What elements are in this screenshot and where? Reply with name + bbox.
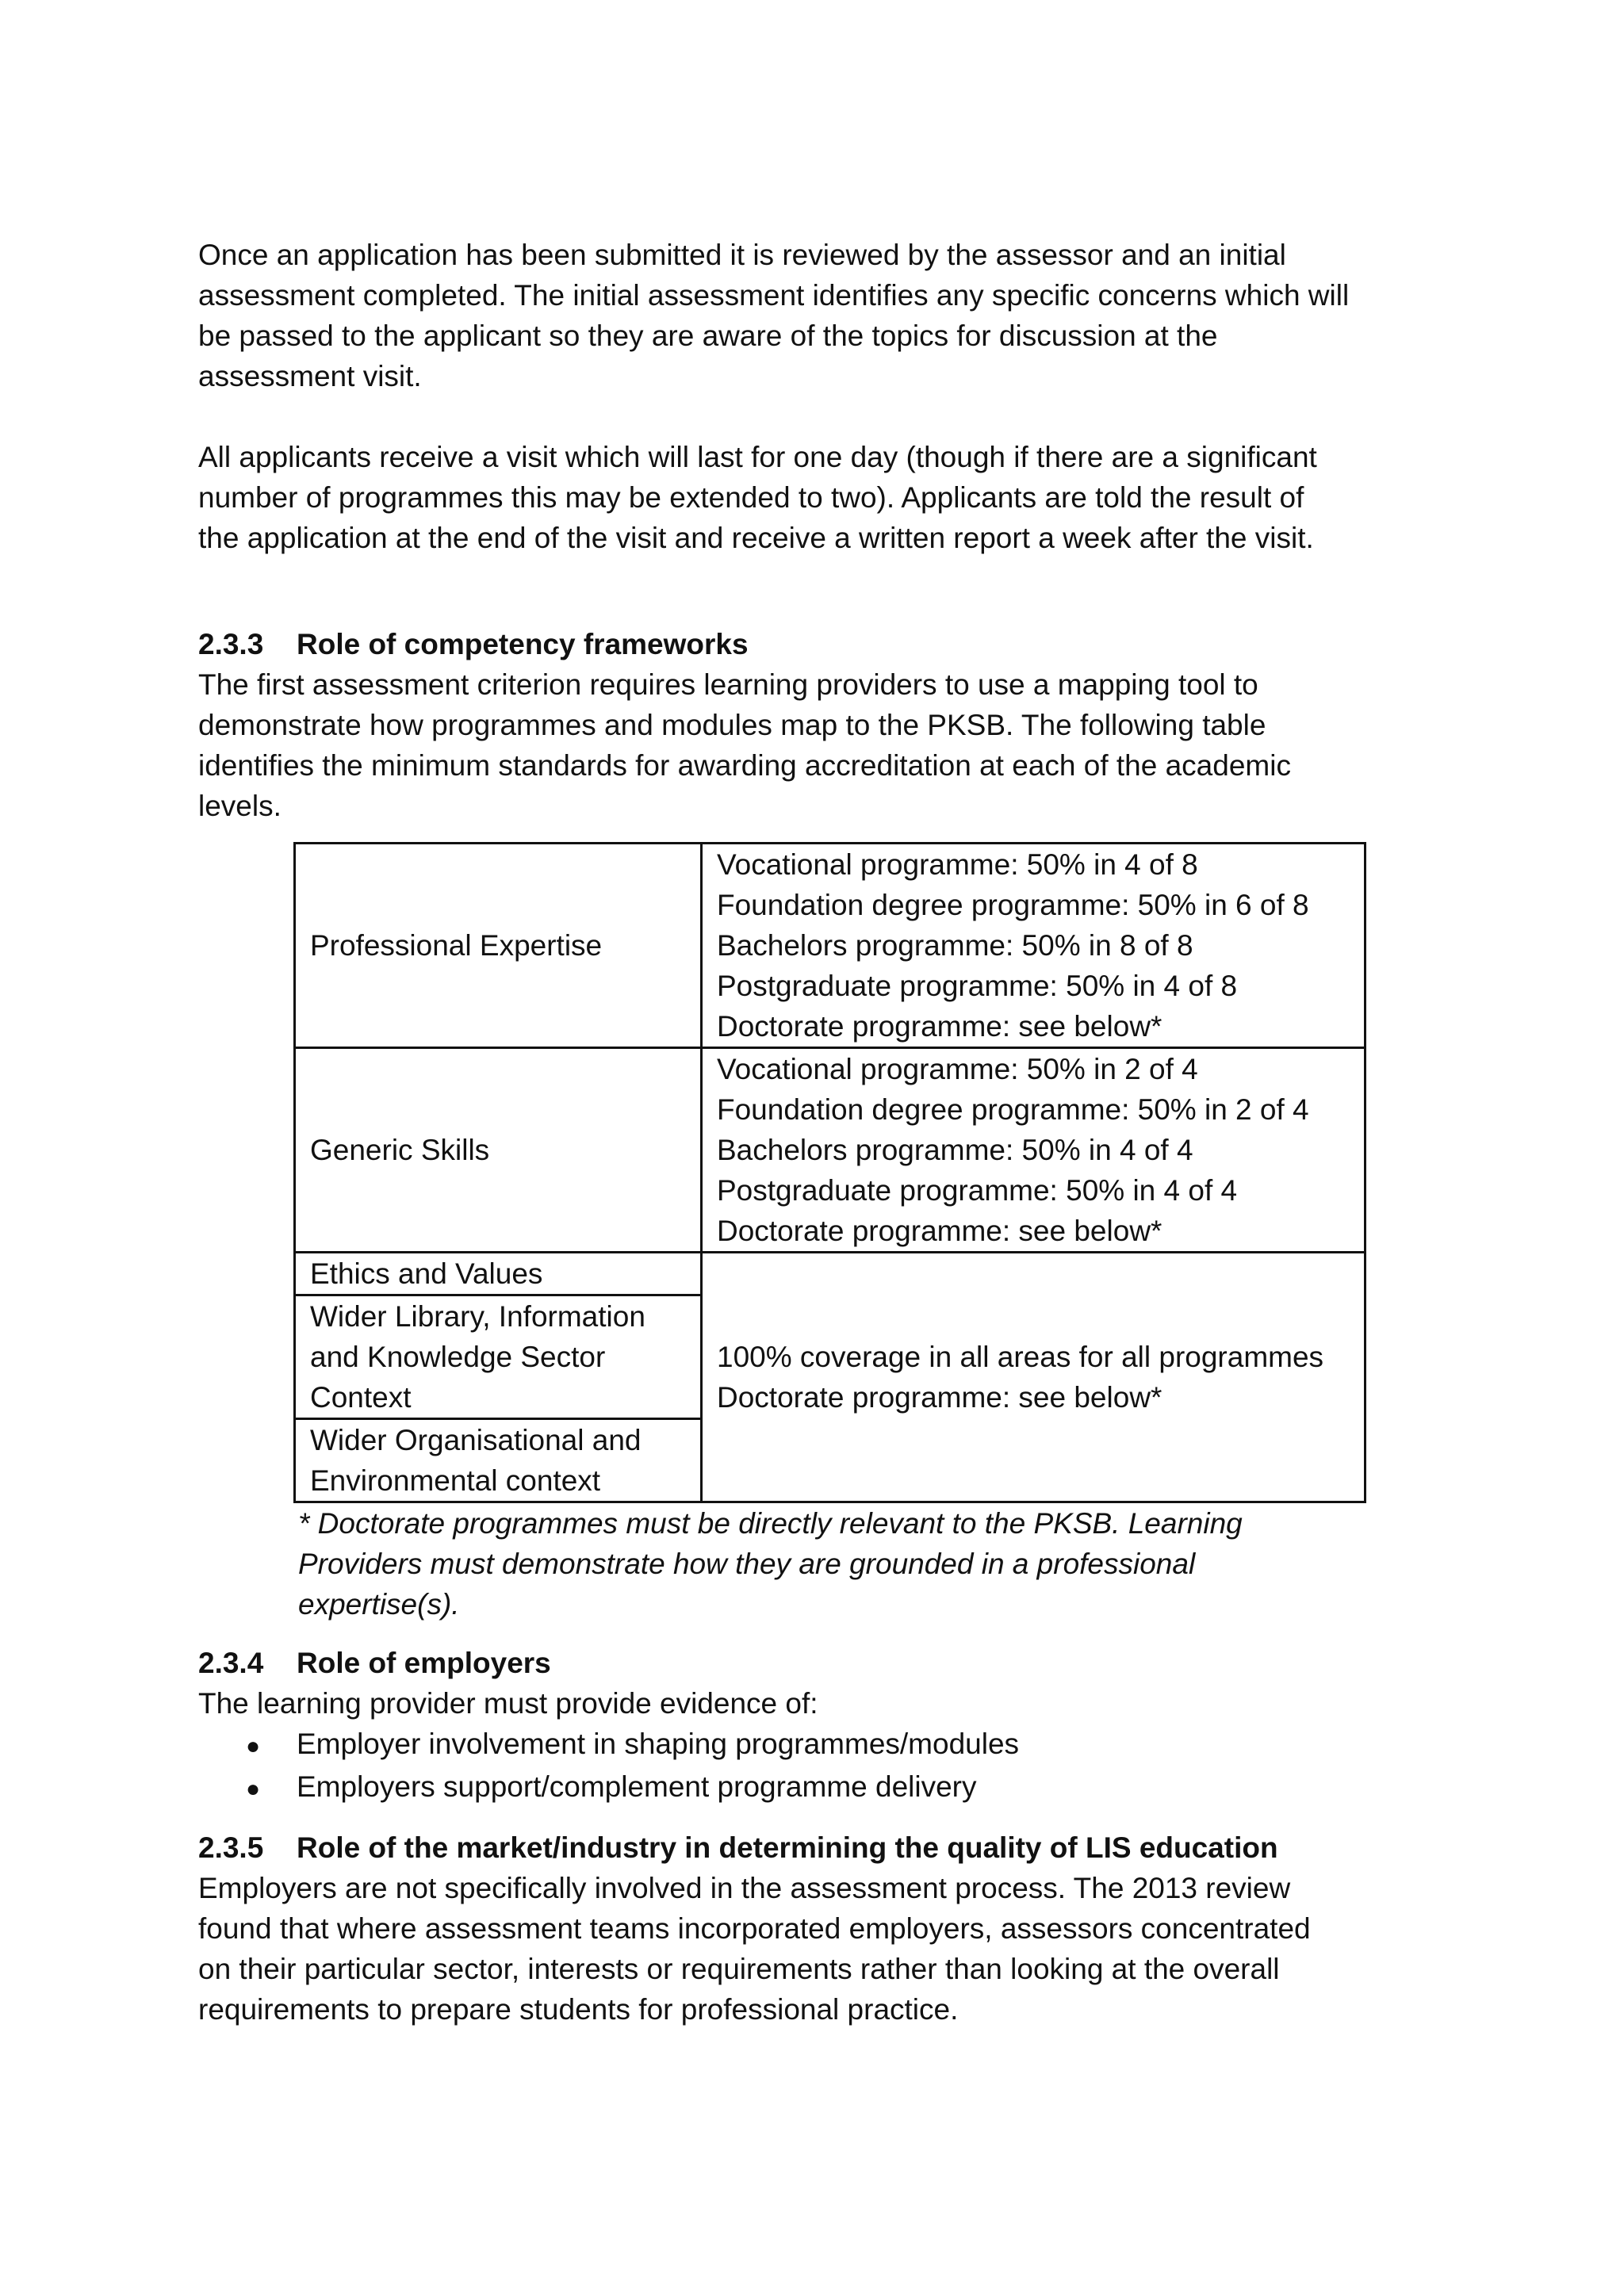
row-label-cell: Professional Expertise (295, 844, 702, 1048)
list-item (246, 1724, 1388, 1766)
requirement-line: Postgraduate programme: 50% in 4 of 4 (717, 1174, 1238, 1207)
requirement-line: Foundation degree programme: 50% in 6 of 8 (717, 889, 1309, 921)
section-title: Role of the market/industry in determining the quality of LIS education (297, 1831, 1278, 1864)
pksb-standards-table (293, 842, 1366, 1503)
footnote-line: * Doctorate programmes must be directly relevant to the PKSB. Learning (298, 1507, 1243, 1540)
row-label-cell (295, 1419, 702, 1502)
section-number: 2.3.5 (198, 1831, 264, 1864)
requirement-line: Doctorate programme: see below* (717, 1215, 1162, 1247)
text-line: assessment visit. (198, 360, 422, 392)
section-heading-2-3-3 (198, 624, 1388, 664)
text-line: identifies the minimum standards for awarding accreditation at each of the academic (198, 749, 1291, 782)
text-line: number of programmes this may be extended to two). Applicants are told the result of (198, 481, 1304, 514)
section-title: Role of employers (297, 1647, 551, 1679)
evidence-list (246, 1724, 1388, 1809)
text-line: be passed to the applicant so they are aware of the topics for discussion at the (198, 320, 1218, 352)
section-2-3-3-body (198, 664, 1388, 826)
intro-paragraph-1 (198, 235, 1388, 396)
section-2-3-4-intro: The learning provider must provide evidence of: (198, 1687, 818, 1720)
bullet-icon: ● (246, 1733, 261, 1759)
row-label-cell: Generic Skills (295, 1048, 702, 1253)
table-footnote (298, 1503, 1329, 1624)
requirement-line: Postgraduate programme: 50% in 4 of 8 (717, 970, 1238, 1002)
section-heading-2-3-4 (198, 1643, 1388, 1683)
text-line: All applicants receive a visit which will last for one day (though if there are a significant (198, 441, 1317, 473)
requirements-cell (702, 1048, 1365, 1253)
text-line: levels. (198, 790, 282, 822)
requirement-line: Vocational programme: 50% in 2 of 4 (717, 1053, 1198, 1085)
list-item-text: Employer involvement in shaping programmes/modules (297, 1728, 1020, 1760)
document-page (198, 235, 1388, 2030)
requirements-cell (702, 844, 1365, 1048)
section-number: 2.3.3 (198, 628, 264, 660)
text-line: demonstrate how programmes and modules map to the PKSB. The following table (198, 709, 1266, 741)
requirement-line: Foundation degree programme: 50% in 2 of 4 (717, 1093, 1309, 1126)
table-row (295, 1048, 1365, 1253)
text-line: the application at the end of the visit and receive a written report a week after the visit. (198, 522, 1314, 554)
merged-requirements-cell (702, 1253, 1365, 1502)
row-label-cell: Ethics and Values (295, 1253, 702, 1295)
section-2-3-5-body (198, 1868, 1388, 2030)
table-row (295, 1253, 1365, 1295)
requirement-line: Bachelors programme: 50% in 4 of 4 (717, 1134, 1193, 1166)
table-row (295, 844, 1365, 1048)
text-line: assessment completed. The initial assessment identifies any specific concerns which will (198, 279, 1350, 312)
label-line: Wider Organisational and (310, 1424, 642, 1456)
label-line: Wider Library, Information (310, 1300, 645, 1333)
list-item-text: Employers support/complement programme delivery (297, 1770, 977, 1803)
requirement-line: Doctorate programme: see below* (717, 1381, 1162, 1414)
row-label-cell (295, 1295, 702, 1419)
requirement-line: 100% coverage in all areas for all programmes (717, 1341, 1324, 1373)
section-title: Role of competency frameworks (297, 628, 749, 660)
label-line: and Knowledge Sector (310, 1341, 606, 1373)
requirement-line: Bachelors programme: 50% in 8 of 8 (717, 929, 1193, 962)
text-line: Once an application has been submitted it is reviewed by the assessor and an initial (198, 239, 1286, 271)
text-line: found that where assessment teams incorporated employers, assessors concentrated (198, 1912, 1311, 1945)
label-line: Environmental context (310, 1464, 601, 1497)
requirement-line: Doctorate programme: see below* (717, 1010, 1162, 1043)
requirement-line: Vocational programme: 50% in 4 of 8 (717, 848, 1198, 881)
list-item (246, 1766, 1388, 1809)
footnote-line: expertise(s). (298, 1588, 460, 1621)
text-line: requirements to prepare students for professional practice. (198, 1993, 959, 2026)
bullet-icon: ● (246, 1776, 261, 1802)
text-line: on their particular sector, interests or requirements rather than looking at the overall (198, 1953, 1280, 1985)
text-line: The first assessment criterion requires learning providers to use a mapping tool to (198, 668, 1258, 701)
footnote-line: Providers must demonstrate how they are grounded in a professional (298, 1548, 1196, 1580)
section-heading-2-3-5 (198, 1827, 1388, 1868)
section-number: 2.3.4 (198, 1647, 264, 1679)
intro-paragraph-2 (198, 437, 1388, 558)
text-line: Employers are not specifically involved in the assessment process. The 2013 review (198, 1872, 1291, 1904)
label-line: Context (310, 1381, 412, 1414)
